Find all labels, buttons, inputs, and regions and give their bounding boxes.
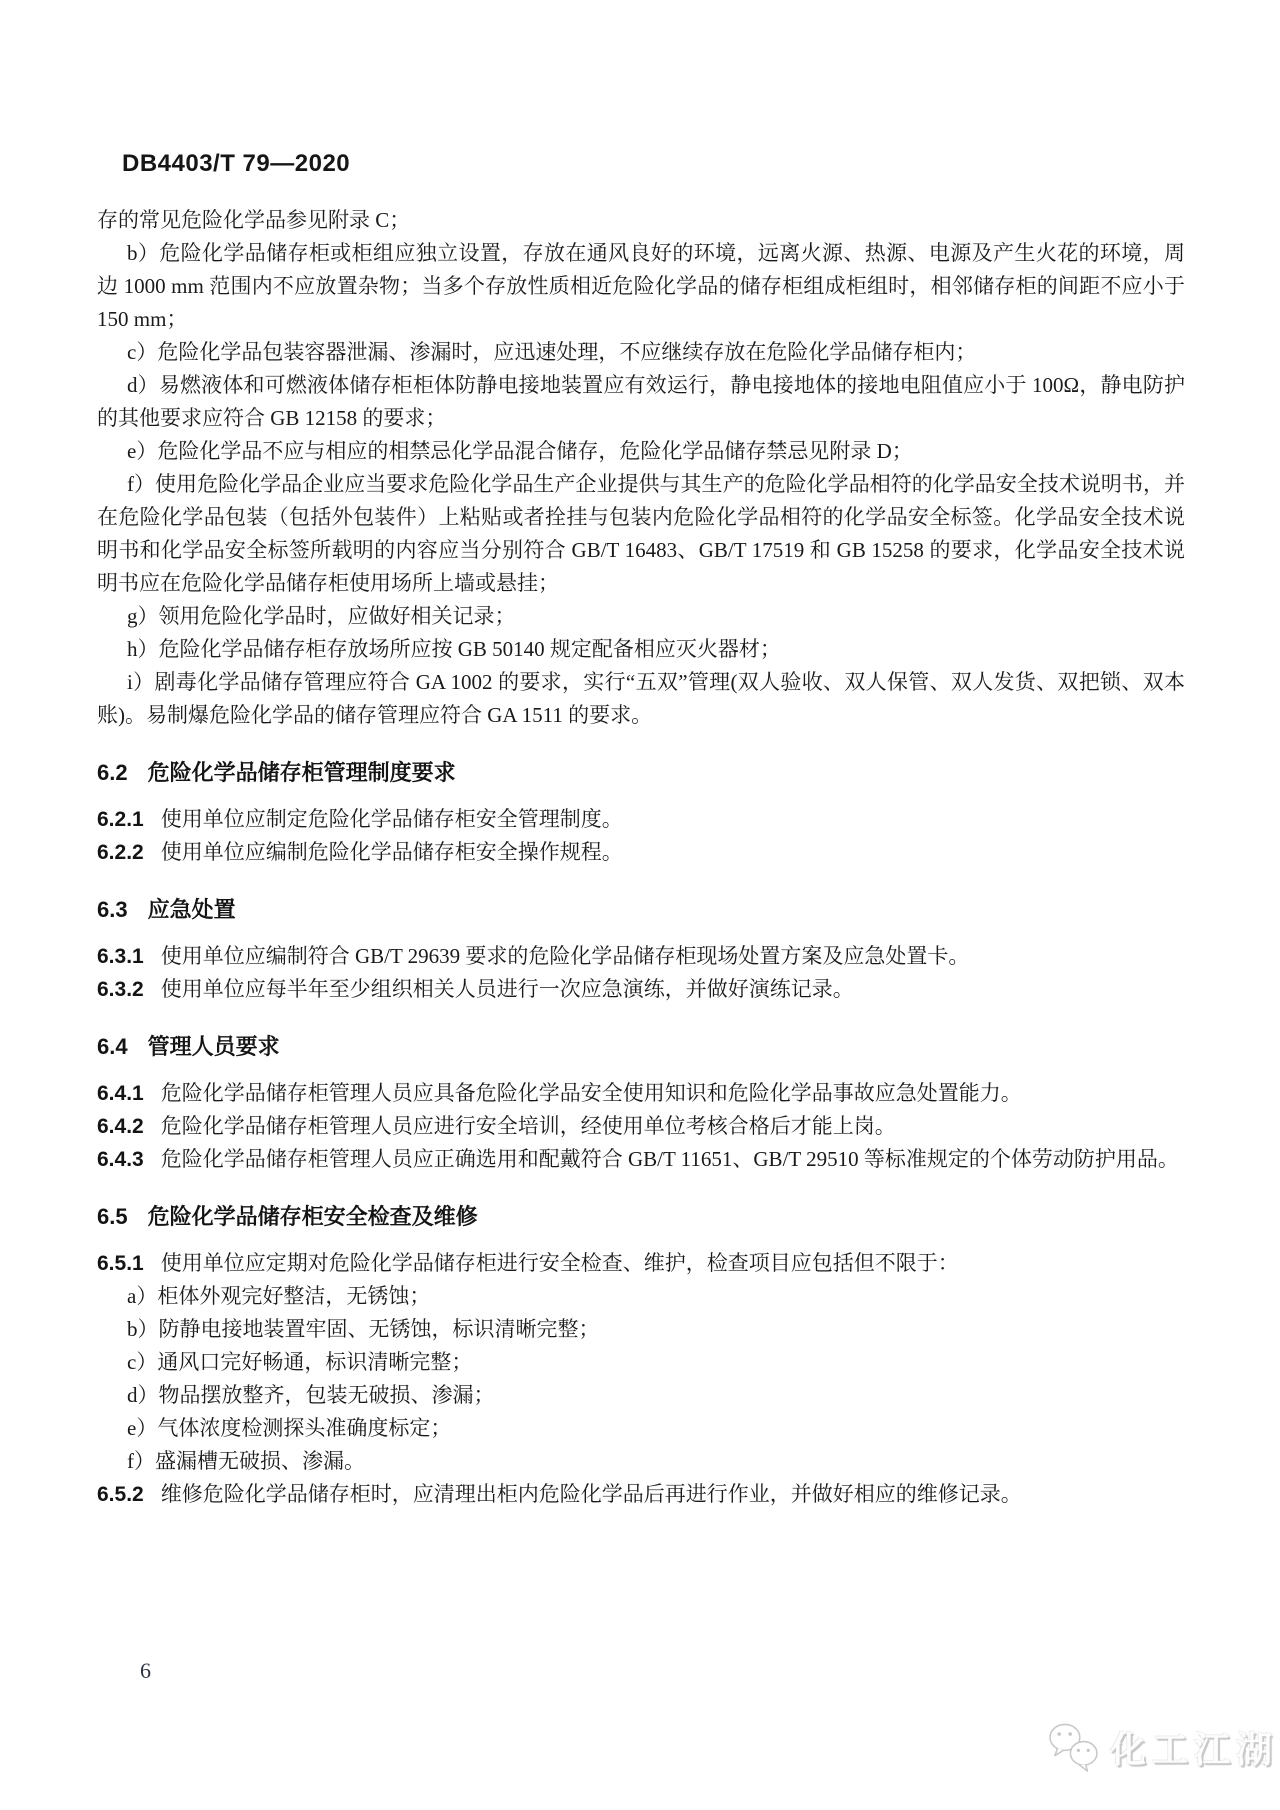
clause-text: 危险化学品储存柜管理人员应具备危险化学品安全使用知识和危险化学品事故应急处置能力。 [160,1081,1022,1105]
clause-number: 6.4.3 [97,1148,144,1171]
clause-6-5-1 [97,1247,1185,1280]
section-title: 危险化学品储存柜安全检查及维修 [147,1204,478,1229]
clause-number: 6.5.2 [97,1483,144,1506]
list-item-b: b）危险化学品储存柜或柜组应独立设置，存放在通风良好的环境，远离火源、热源、电源及产生火花的环境，周边 1000 mm 范围内不应放置杂物；当多个存放性质相近危险化学品的储存柜组成柜组时，相邻储存柜的间距不应小于 150 mm； [97,241,1185,331]
sub-list-item-c: c）通风口完好畅通，标识清晰完整； [127,1350,473,1374]
clause-number: 6.3.2 [97,978,144,1001]
section-title: 危险化学品储存柜管理制度要求 [147,760,456,785]
brand-name: 化工江湖 [1110,1729,1279,1770]
clause-text: 使用单位应编制危险化学品储存柜安全操作规程。 [160,840,623,864]
clause-number: 6.2.2 [97,841,144,864]
clause-6-3-1 [97,940,1185,973]
clause-number: 6.4.2 [97,1115,144,1138]
sub-list-item-f: f）盛漏槽无破损、渗漏。 [127,1449,365,1473]
list-item-h: h）危险化学品储存柜存放场所应按 GB 50140 规定配备相应灭火器材； [127,637,781,661]
clause-6-4-1 [97,1077,1185,1110]
document-body [97,204,1185,1511]
section-title: 管理人员要求 [147,1034,280,1059]
clause-text: 使用单位应制定危险化学品储存柜安全管理制度。 [160,807,623,831]
document-header [122,150,350,178]
sub-list-item-b: b）防静电接地装置牢固、无锈蚀，标识清晰完整； [127,1317,600,1341]
clause-text: 危险化学品储存柜管理人员应进行安全培训，经使用单位考核合格后才能上岗。 [160,1114,896,1138]
clause-6-4-2 [97,1110,1185,1143]
clause-text: 使用单位应编制符合 GB/T 29639 要求的危险化学品储存柜现场处置方案及应急处置卡。 [160,944,970,968]
list-item-e: e）危险化学品不应与相应的相禁忌化学品混合储存，危险化学品储存禁忌见附录 D； [127,439,913,463]
clause-text: 危险化学品储存柜管理人员应正确选用和配戴符合 GB/T 11651、GB/T 29510 等标准规定的个体劳动防护用品。 [160,1147,1179,1171]
clause-number: 6.3.1 [97,945,144,968]
clause-number: 6.5.1 [97,1252,144,1275]
clause-6-2-2 [97,836,1185,869]
list-item-g: g）领用危险化学品时，应做好相关记录； [127,604,516,628]
sub-list-item-a: a）柜体外观完好整洁，无锈蚀； [127,1284,431,1308]
clause-6-2-1 [97,803,1185,836]
section-number: 6.3 [97,897,128,922]
clause-text: 使用单位应每半年至少组织相关人员进行一次应急演练，并做好演练记录。 [160,977,854,1001]
brand-watermark [1048,1722,1278,1773]
list-item-f: f）使用危险化学品企业应当要求危险化学品生产企业提供与其生产的危险化学品相符的化学品安全技术说明书，并在危险化学品包装（包括外包装件）上粘贴或者拴挂与包装内危险化学品相符的化学品安全标签。化学品安全技术说明书和化学品安全标签所载明的内容应当分别符合 GB/T 16483、GB/T 17519 和 GB 15258 的要求，化学品安全技术说明书应在危险化学品储存柜使用场所上墙或悬挂； [97,472,1185,595]
section-heading-6-5 [97,1200,1185,1233]
list-item-d: d）易燃液体和可燃液体储存柜柜体防静电接地装置应有效运行，静电接地体的接地电阻值应小于 100Ω，静电防护的其他要求应符合 GB 12158 的要求； [97,373,1185,430]
section-title: 应急处置 [147,897,236,922]
section-heading-6-4 [97,1030,1185,1063]
section-number: 6.4 [97,1034,128,1059]
sub-list-item-d: d）物品摆放整齐，包装无破损、渗漏； [127,1383,495,1407]
list-item-i: i）剧毒化学品储存管理应符合 GA 1002 的要求，实行“五双”管理(双人验收、双人保管、双人发货、双把锁、双本账)。易制爆危险化学品的储存管理应符合 GA 1511 的要求。 [97,670,1185,727]
clause-6-3-2 [97,973,1185,1006]
wechat-icon [1048,1723,1102,1773]
section-number: 6.2 [97,760,128,785]
section-heading-6-2 [97,756,1185,789]
clause-text: 使用单位应定期对危险化学品储存柜进行安全检查、维护，检查项目应包括但不限于： [160,1251,959,1275]
clause-6-4-3 [97,1143,1185,1176]
section-number: 6.5 [97,1204,128,1229]
clause-number: 6.4.1 [97,1082,144,1105]
page-number: 6 [140,1658,151,1683]
clause-number: 6.2.1 [97,808,144,831]
paragraph-continuation: 存的常见危险化学品参见附录 C； [97,208,411,232]
standard-code: DB4403/T 79—2020 [122,150,351,177]
section-heading-6-3 [97,893,1185,926]
list-item-c: c）危险化学品包装容器泄漏、渗漏时，应迅速处理，不应继续存放在危险化学品储存柜内； [127,340,977,364]
clause-text: 维修危险化学品储存柜时，应清理出柜内危险化学品后再进行作业，并做好相应的维修记录。 [160,1482,1022,1506]
clause-6-5-2 [97,1478,1185,1511]
sub-list-item-e: e）气体浓度检测探头准确度标定； [127,1416,452,1440]
